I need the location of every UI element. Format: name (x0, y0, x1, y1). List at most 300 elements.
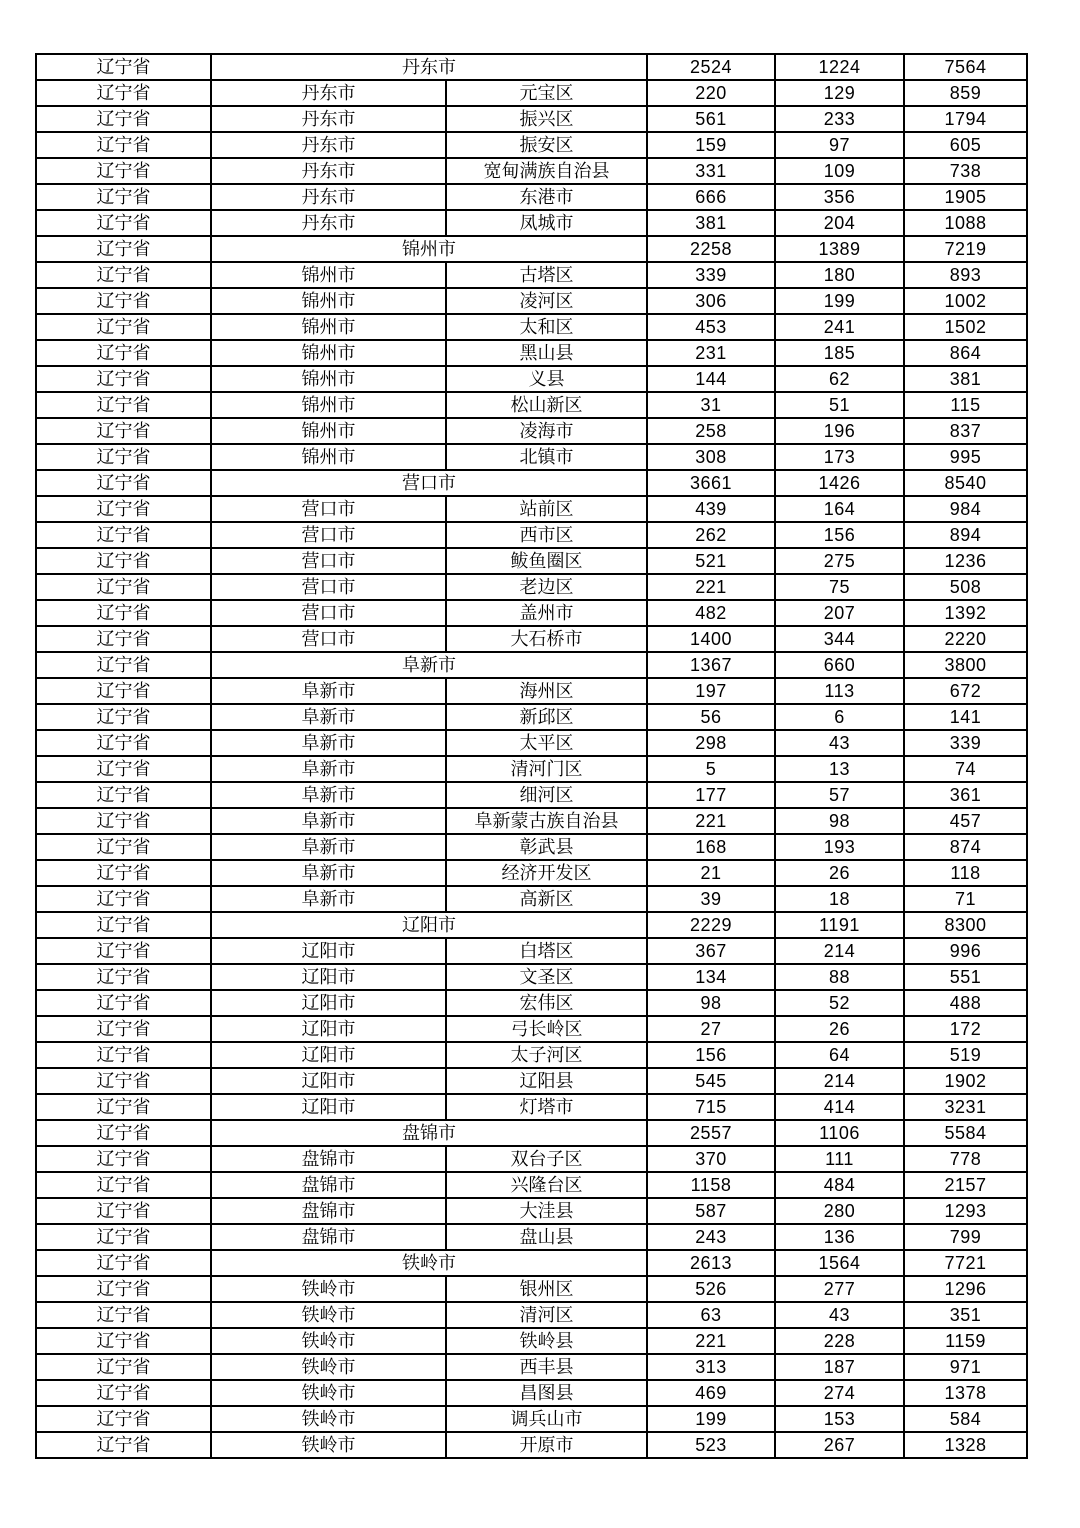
cell-city: 丹东市 (211, 80, 446, 106)
cell-value-3: 71 (904, 886, 1027, 912)
cell-district: 银州区 (446, 1276, 647, 1302)
table-row (36, 418, 1027, 444)
cell-city: 盘锦市 (211, 1224, 446, 1250)
cell-value-1: 298 (647, 730, 775, 756)
cell-value-2: 214 (775, 938, 904, 964)
cell-value-2: 277 (775, 1276, 904, 1302)
table-row-city-total (36, 1120, 1027, 1146)
cell-value-1: 370 (647, 1146, 775, 1172)
cell-value-2: 62 (775, 366, 904, 392)
cell-value-2: 6 (775, 704, 904, 730)
cell-city: 锦州市 (211, 340, 446, 366)
cell-province: 辽宁省 (36, 574, 211, 600)
cell-value-1: 367 (647, 938, 775, 964)
cell-district: 白塔区 (446, 938, 647, 964)
cell-city: 营口市 (211, 626, 446, 652)
table-row (36, 1016, 1027, 1042)
cell-province: 辽宁省 (36, 1380, 211, 1406)
cell-value-3: 74 (904, 756, 1027, 782)
cell-province: 辽宁省 (36, 392, 211, 418)
cell-value-2: 484 (775, 1172, 904, 1198)
table-row (36, 1276, 1027, 1302)
cell-city: 锦州市 (211, 262, 446, 288)
table-row (36, 1302, 1027, 1328)
table-row (36, 392, 1027, 418)
cell-district: 北镇市 (446, 444, 647, 470)
cell-province: 辽宁省 (36, 444, 211, 470)
table-row (36, 678, 1027, 704)
cell-city: 盘锦市 (211, 1198, 446, 1224)
cell-value-3: 551 (904, 964, 1027, 990)
cell-value-3: 381 (904, 366, 1027, 392)
cell-province: 辽宁省 (36, 756, 211, 782)
cell-province: 辽宁省 (36, 496, 211, 522)
table-row (36, 288, 1027, 314)
table-row (36, 808, 1027, 834)
cell-city-merged: 丹东市 (211, 54, 647, 80)
table-row (36, 262, 1027, 288)
cell-value-2: 18 (775, 886, 904, 912)
cell-value-2: 267 (775, 1432, 904, 1458)
cell-district: 凌海市 (446, 418, 647, 444)
cell-value-3: 778 (904, 1146, 1027, 1172)
cell-value-3: 894 (904, 522, 1027, 548)
table-row (36, 1068, 1027, 1094)
cell-province: 辽宁省 (36, 860, 211, 886)
cell-city: 铁岭市 (211, 1328, 446, 1354)
cell-district: 兴隆台区 (446, 1172, 647, 1198)
cell-value-3: 361 (904, 782, 1027, 808)
cell-district: 辽阳县 (446, 1068, 647, 1094)
cell-city-merged: 阜新市 (211, 652, 647, 678)
cell-value-1: 2524 (647, 54, 775, 80)
cell-province: 辽宁省 (36, 548, 211, 574)
cell-value-1: 453 (647, 314, 775, 340)
cell-district: 弓长岭区 (446, 1016, 647, 1042)
cell-value-3: 1378 (904, 1380, 1027, 1406)
table-row-city-total (36, 470, 1027, 496)
cell-value-3: 141 (904, 704, 1027, 730)
cell-city: 营口市 (211, 522, 446, 548)
table-row (36, 1224, 1027, 1250)
cell-district: 东港市 (446, 184, 647, 210)
cell-city: 辽阳市 (211, 1068, 446, 1094)
cell-value-1: 243 (647, 1224, 775, 1250)
cell-district: 凤城市 (446, 210, 647, 236)
cell-city: 阜新市 (211, 860, 446, 886)
cell-value-1: 521 (647, 548, 775, 574)
cell-district: 彰武县 (446, 834, 647, 860)
cell-value-1: 5 (647, 756, 775, 782)
cell-value-1: 715 (647, 1094, 775, 1120)
cell-city: 丹东市 (211, 132, 446, 158)
cell-province: 辽宁省 (36, 262, 211, 288)
cell-value-2: 241 (775, 314, 904, 340)
cell-province: 辽宁省 (36, 236, 211, 262)
cell-value-3: 7721 (904, 1250, 1027, 1276)
cell-province: 辽宁省 (36, 366, 211, 392)
cell-value-2: 180 (775, 262, 904, 288)
cell-city: 盘锦市 (211, 1146, 446, 1172)
cell-city: 锦州市 (211, 444, 446, 470)
table-row (36, 210, 1027, 236)
table-row (36, 860, 1027, 886)
cell-value-1: 221 (647, 1328, 775, 1354)
cell-value-3: 584 (904, 1406, 1027, 1432)
cell-city: 阜新市 (211, 730, 446, 756)
cell-province: 辽宁省 (36, 730, 211, 756)
cell-district: 老边区 (446, 574, 647, 600)
table-row (36, 756, 1027, 782)
cell-value-2: 275 (775, 548, 904, 574)
cell-district: 西丰县 (446, 1354, 647, 1380)
cell-value-2: 26 (775, 860, 904, 886)
cell-province: 辽宁省 (36, 1146, 211, 1172)
table-row (36, 548, 1027, 574)
cell-value-3: 1159 (904, 1328, 1027, 1354)
cell-district: 文圣区 (446, 964, 647, 990)
cell-value-2: 280 (775, 1198, 904, 1224)
cell-district: 鲅鱼圈区 (446, 548, 647, 574)
cell-city: 营口市 (211, 574, 446, 600)
cell-value-1: 381 (647, 210, 775, 236)
cell-value-2: 153 (775, 1406, 904, 1432)
cell-district: 义县 (446, 366, 647, 392)
cell-value-1: 98 (647, 990, 775, 1016)
cell-value-2: 228 (775, 1328, 904, 1354)
table-row (36, 990, 1027, 1016)
cell-value-2: 51 (775, 392, 904, 418)
cell-value-3: 799 (904, 1224, 1027, 1250)
cell-value-3: 971 (904, 1354, 1027, 1380)
table-row (36, 1042, 1027, 1068)
cell-value-2: 187 (775, 1354, 904, 1380)
cell-province: 辽宁省 (36, 340, 211, 366)
table-row (36, 834, 1027, 860)
table-row (36, 1328, 1027, 1354)
cell-value-2: 97 (775, 132, 904, 158)
cell-value-3: 1002 (904, 288, 1027, 314)
cell-city: 营口市 (211, 600, 446, 626)
cell-province: 辽宁省 (36, 1042, 211, 1068)
cell-city: 辽阳市 (211, 1094, 446, 1120)
cell-value-2: 129 (775, 80, 904, 106)
cell-value-1: 199 (647, 1406, 775, 1432)
cell-value-2: 1389 (775, 236, 904, 262)
cell-district: 松山新区 (446, 392, 647, 418)
cell-province: 辽宁省 (36, 1276, 211, 1302)
cell-value-2: 109 (775, 158, 904, 184)
cell-value-3: 1328 (904, 1432, 1027, 1458)
cell-district: 振兴区 (446, 106, 647, 132)
cell-value-1: 197 (647, 678, 775, 704)
cell-province: 辽宁省 (36, 1094, 211, 1120)
cell-value-1: 168 (647, 834, 775, 860)
cell-province: 辽宁省 (36, 912, 211, 938)
cell-value-3: 7564 (904, 54, 1027, 80)
cell-city: 锦州市 (211, 288, 446, 314)
cell-city: 盘锦市 (211, 1172, 446, 1198)
cell-district: 宽甸满族自治县 (446, 158, 647, 184)
cell-value-2: 64 (775, 1042, 904, 1068)
cell-value-2: 43 (775, 1302, 904, 1328)
table-row (36, 340, 1027, 366)
cell-value-2: 173 (775, 444, 904, 470)
cell-province: 辽宁省 (36, 1328, 211, 1354)
cell-district: 阜新蒙古族自治县 (446, 808, 647, 834)
cell-value-1: 313 (647, 1354, 775, 1380)
cell-province: 辽宁省 (36, 54, 211, 80)
cell-value-2: 1106 (775, 1120, 904, 1146)
cell-value-3: 508 (904, 574, 1027, 600)
cell-value-1: 2557 (647, 1120, 775, 1146)
cell-district: 太子河区 (446, 1042, 647, 1068)
table-row (36, 132, 1027, 158)
cell-value-2: 113 (775, 678, 904, 704)
cell-city: 丹东市 (211, 210, 446, 236)
cell-value-2: 660 (775, 652, 904, 678)
cell-city: 铁岭市 (211, 1380, 446, 1406)
cell-province: 辽宁省 (36, 1432, 211, 1458)
cell-value-1: 666 (647, 184, 775, 210)
cell-province: 辽宁省 (36, 626, 211, 652)
table-row (36, 522, 1027, 548)
cell-value-1: 159 (647, 132, 775, 158)
cell-value-1: 262 (647, 522, 775, 548)
cell-value-3: 8300 (904, 912, 1027, 938)
cell-value-1: 1367 (647, 652, 775, 678)
cell-value-3: 2157 (904, 1172, 1027, 1198)
cell-value-2: 214 (775, 1068, 904, 1094)
cell-district: 铁岭县 (446, 1328, 647, 1354)
cell-value-1: 2258 (647, 236, 775, 262)
cell-city: 营口市 (211, 548, 446, 574)
cell-province: 辽宁省 (36, 1068, 211, 1094)
cell-value-1: 21 (647, 860, 775, 886)
table-row (36, 184, 1027, 210)
cell-value-2: 207 (775, 600, 904, 626)
table-row (36, 1198, 1027, 1224)
cell-value-1: 220 (647, 80, 775, 106)
cell-province: 辽宁省 (36, 1406, 211, 1432)
cell-value-1: 134 (647, 964, 775, 990)
cell-value-3: 1902 (904, 1068, 1027, 1094)
cell-city: 阜新市 (211, 756, 446, 782)
cell-value-2: 199 (775, 288, 904, 314)
cell-value-3: 339 (904, 730, 1027, 756)
cell-value-2: 1426 (775, 470, 904, 496)
table-row-city-total (36, 236, 1027, 262)
cell-value-3: 118 (904, 860, 1027, 886)
cell-value-3: 738 (904, 158, 1027, 184)
cell-value-2: 57 (775, 782, 904, 808)
cell-city: 阜新市 (211, 834, 446, 860)
cell-value-3: 1293 (904, 1198, 1027, 1224)
cell-value-1: 526 (647, 1276, 775, 1302)
cell-value-2: 52 (775, 990, 904, 1016)
cell-province: 辽宁省 (36, 704, 211, 730)
table-row (36, 574, 1027, 600)
table-row (36, 1406, 1027, 1432)
table-row (36, 600, 1027, 626)
cell-province: 辽宁省 (36, 1354, 211, 1380)
cell-value-3: 996 (904, 938, 1027, 964)
cell-district: 开原市 (446, 1432, 647, 1458)
table-row (36, 730, 1027, 756)
cell-value-3: 488 (904, 990, 1027, 1016)
cell-district: 元宝区 (446, 80, 647, 106)
table-row (36, 1380, 1027, 1406)
cell-city: 锦州市 (211, 314, 446, 340)
cell-value-3: 7219 (904, 236, 1027, 262)
cell-city: 丹东市 (211, 184, 446, 210)
table-row (36, 782, 1027, 808)
cell-value-1: 39 (647, 886, 775, 912)
cell-district: 调兵山市 (446, 1406, 647, 1432)
cell-district: 宏伟区 (446, 990, 647, 1016)
cell-district: 清河区 (446, 1302, 647, 1328)
table-row (36, 80, 1027, 106)
cell-value-3: 1794 (904, 106, 1027, 132)
cell-province: 辽宁省 (36, 470, 211, 496)
cell-province: 辽宁省 (36, 1250, 211, 1276)
cell-value-1: 331 (647, 158, 775, 184)
cell-value-2: 344 (775, 626, 904, 652)
cell-district: 盖州市 (446, 600, 647, 626)
cell-value-3: 457 (904, 808, 1027, 834)
cell-value-3: 519 (904, 1042, 1027, 1068)
cell-province: 辽宁省 (36, 106, 211, 132)
cell-value-2: 274 (775, 1380, 904, 1406)
cell-district: 灯塔市 (446, 1094, 647, 1120)
cell-value-3: 5584 (904, 1120, 1027, 1146)
cell-city: 锦州市 (211, 366, 446, 392)
cell-city: 铁岭市 (211, 1406, 446, 1432)
cell-value-2: 233 (775, 106, 904, 132)
table-row (36, 366, 1027, 392)
cell-value-2: 414 (775, 1094, 904, 1120)
cell-province: 辽宁省 (36, 1198, 211, 1224)
cell-district: 大石桥市 (446, 626, 647, 652)
cell-value-3: 605 (904, 132, 1027, 158)
cell-value-2: 164 (775, 496, 904, 522)
table-row (36, 964, 1027, 990)
cell-value-1: 306 (647, 288, 775, 314)
cell-value-1: 308 (647, 444, 775, 470)
cell-province: 辽宁省 (36, 184, 211, 210)
cell-district: 经济开发区 (446, 860, 647, 886)
cell-city: 阜新市 (211, 886, 446, 912)
cell-city: 铁岭市 (211, 1276, 446, 1302)
cell-value-3: 1296 (904, 1276, 1027, 1302)
cell-district: 清河门区 (446, 756, 647, 782)
cell-city: 阜新市 (211, 704, 446, 730)
cell-value-2: 111 (775, 1146, 904, 1172)
cell-province: 辽宁省 (36, 834, 211, 860)
cell-district: 站前区 (446, 496, 647, 522)
cell-value-2: 1224 (775, 54, 904, 80)
cell-district: 细河区 (446, 782, 647, 808)
cell-value-3: 874 (904, 834, 1027, 860)
cell-city: 锦州市 (211, 392, 446, 418)
cell-value-3: 1088 (904, 210, 1027, 236)
cell-value-1: 2229 (647, 912, 775, 938)
cell-value-1: 561 (647, 106, 775, 132)
cell-value-1: 63 (647, 1302, 775, 1328)
cell-city-merged: 营口市 (211, 470, 647, 496)
cell-city: 辽阳市 (211, 964, 446, 990)
cell-district: 振安区 (446, 132, 647, 158)
cell-value-1: 545 (647, 1068, 775, 1094)
cell-province: 辽宁省 (36, 522, 211, 548)
cell-district: 古塔区 (446, 262, 647, 288)
cell-value-1: 587 (647, 1198, 775, 1224)
cell-value-3: 115 (904, 392, 1027, 418)
cell-value-1: 1400 (647, 626, 775, 652)
cell-value-3: 3231 (904, 1094, 1027, 1120)
cell-value-1: 56 (647, 704, 775, 730)
cell-province: 辽宁省 (36, 886, 211, 912)
table-row (36, 158, 1027, 184)
cell-district: 大洼县 (446, 1198, 647, 1224)
cell-province: 辽宁省 (36, 80, 211, 106)
table-row (36, 496, 1027, 522)
cell-province: 辽宁省 (36, 314, 211, 340)
cell-value-1: 27 (647, 1016, 775, 1042)
cell-value-3: 2220 (904, 626, 1027, 652)
table-row (36, 1146, 1027, 1172)
cell-value-2: 156 (775, 522, 904, 548)
cell-city: 阜新市 (211, 782, 446, 808)
cell-city: 铁岭市 (211, 1302, 446, 1328)
region-statistics-table (35, 53, 1028, 1459)
cell-value-1: 144 (647, 366, 775, 392)
cell-province: 辽宁省 (36, 1172, 211, 1198)
cell-value-1: 221 (647, 574, 775, 600)
table-row (36, 1432, 1027, 1458)
cell-value-3: 859 (904, 80, 1027, 106)
cell-province: 辽宁省 (36, 652, 211, 678)
table-row (36, 1172, 1027, 1198)
table-row-city-total (36, 1250, 1027, 1276)
cell-city: 辽阳市 (211, 1016, 446, 1042)
cell-province: 辽宁省 (36, 938, 211, 964)
cell-city: 阜新市 (211, 678, 446, 704)
cell-district: 太和区 (446, 314, 647, 340)
table-row (36, 886, 1027, 912)
cell-value-1: 31 (647, 392, 775, 418)
cell-province: 辽宁省 (36, 808, 211, 834)
cell-province: 辽宁省 (36, 1224, 211, 1250)
cell-value-1: 156 (647, 1042, 775, 1068)
cell-value-2: 356 (775, 184, 904, 210)
table-row (36, 314, 1027, 340)
cell-value-2: 204 (775, 210, 904, 236)
cell-province: 辽宁省 (36, 782, 211, 808)
cell-city-merged: 辽阳市 (211, 912, 647, 938)
cell-value-1: 469 (647, 1380, 775, 1406)
cell-value-2: 193 (775, 834, 904, 860)
cell-value-1: 177 (647, 782, 775, 808)
cell-value-2: 1191 (775, 912, 904, 938)
cell-district: 新邱区 (446, 704, 647, 730)
cell-province: 辽宁省 (36, 1120, 211, 1146)
cell-city: 阜新市 (211, 808, 446, 834)
cell-value-3: 8540 (904, 470, 1027, 496)
cell-city-merged: 锦州市 (211, 236, 647, 262)
cell-value-2: 13 (775, 756, 904, 782)
table-row-city-total (36, 54, 1027, 80)
